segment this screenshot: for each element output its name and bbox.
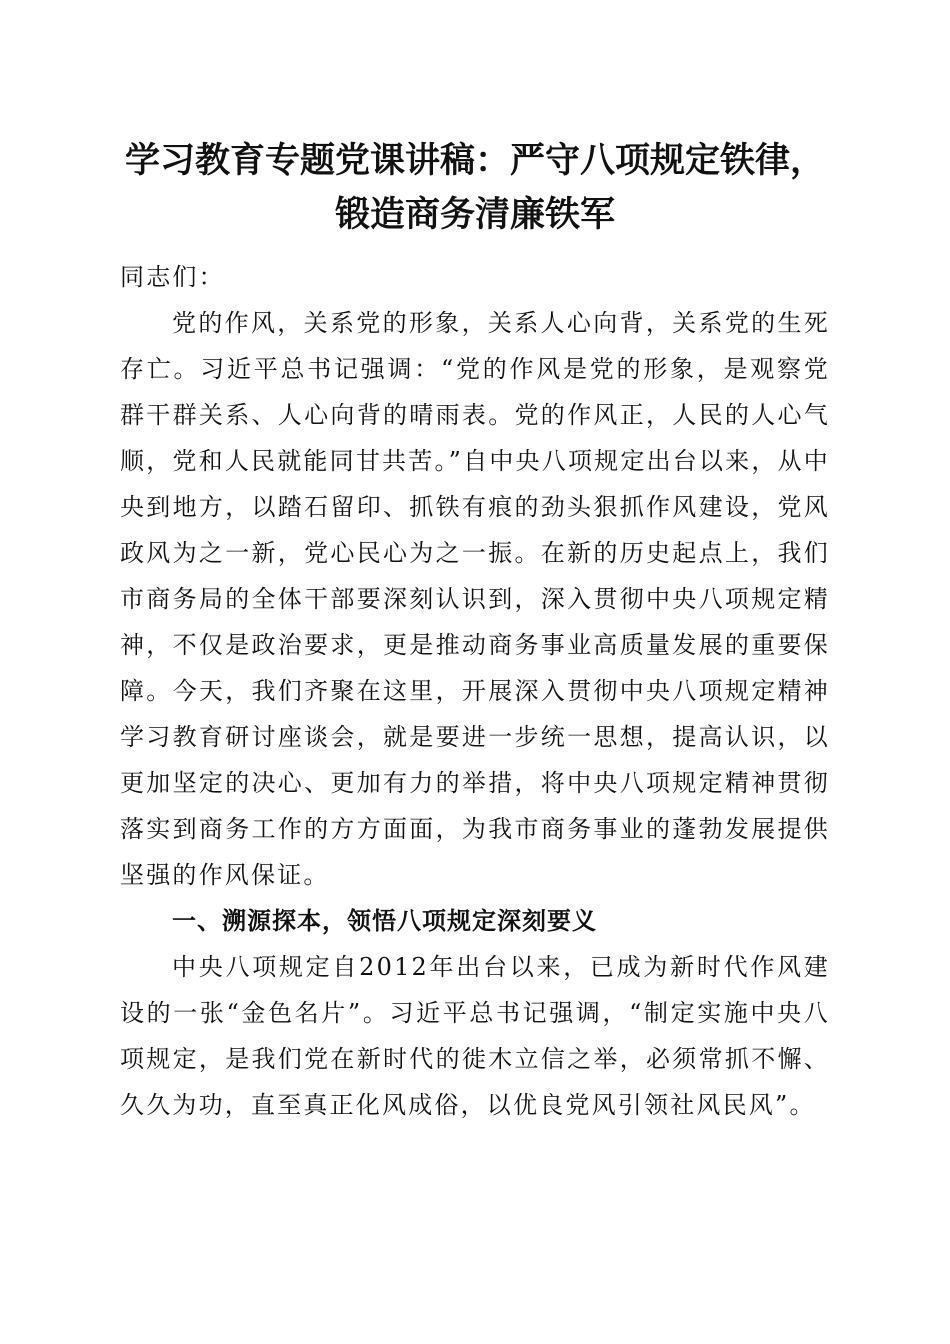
title-line-1: 学习教育专题党课讲稿：严守八项规定铁律， xyxy=(124,140,825,181)
document-title xyxy=(100,134,850,242)
intro-paragraph: 党的作风，关系党的形象，关系人心向背，关系党的生死存亡。习近平总书记强调：“党的作风是党的形象，是观察党群干群关系、人心向背的晴雨表。党的作风正，人民的人心气顺，党和人民就能同甘共苦。”自中央八项规定出台以来，从中央到地方，以踏石留印、抓铁有痕的劲头狠抓作风建设，党风政风为之一新，党心民心为之一振。在新的历史起点上，我们市商务局的全体干部要深刻认识到，深入贯彻中央八项规定精神，不仅是政治要求，更是推动商务事业高质量发展的重要保障。今天，我们齐聚在这里，开展深入贯彻中央八项规定精神学习教育研讨座谈会，就是要进一步统一思想，提高认识，以更加坚定的决心、更加有力的举措，将中央八项规定精神贯彻落实到商务工作的方方面面，为我市商务事业的蓬勃发展提供坚强的作风保证。 xyxy=(120,309,830,889)
section-1-paragraph: 中央八项规定自2012年出台以来，已成为新时代作风建设的一张“金色名片”。习近平总书记强调，“制定实施中央八项规定，是我们党在新时代的徙木立信之举，必须常抓不懈、久久为功，直至真正化风成俗，以优良党风引领社风民风”。 xyxy=(120,953,830,1119)
document-body xyxy=(120,254,830,1128)
salutation: 同志们： xyxy=(120,263,225,291)
section-heading-1: 一、溯源探本，领悟八项规定深刻要义 xyxy=(172,907,597,935)
title-line-2: 锻造商务清廉铁军 xyxy=(334,194,615,235)
